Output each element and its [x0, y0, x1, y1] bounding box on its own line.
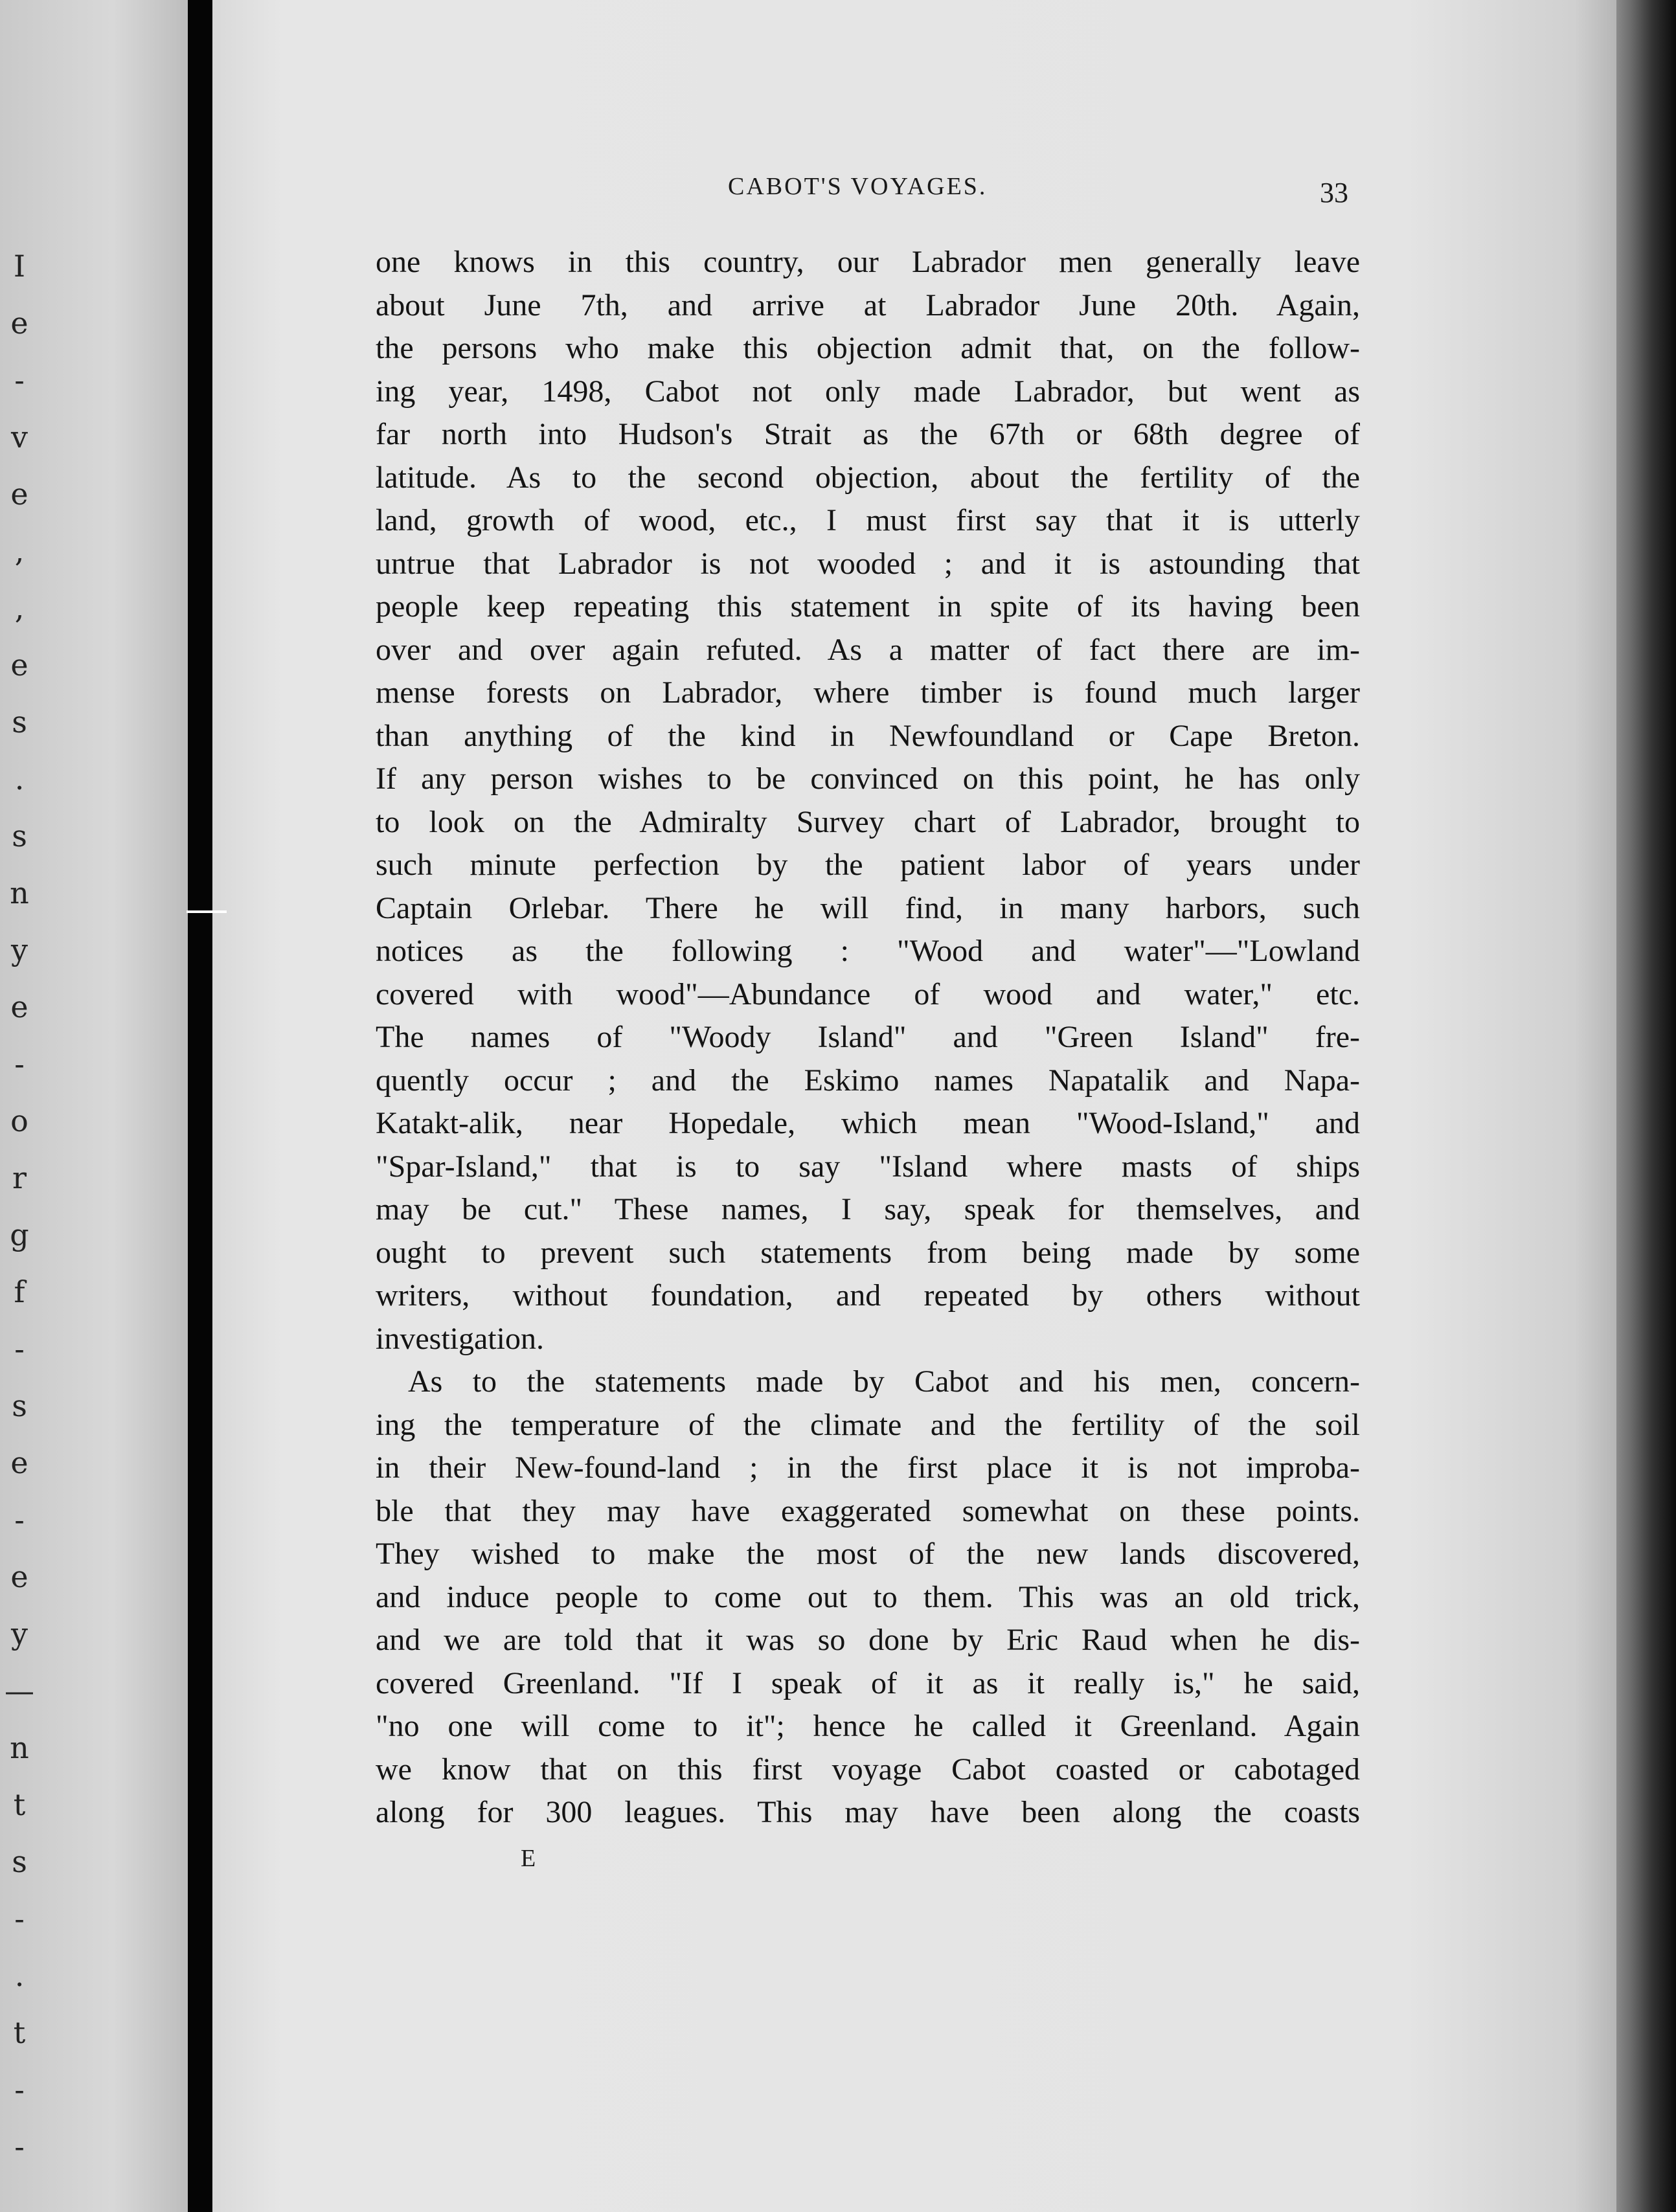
previous-page-letter: e: [10, 989, 28, 1024]
previous-page-letter: —: [5, 1673, 34, 1708]
previous-page-letter: -: [14, 363, 25, 398]
text-line: quently occur ; and the Eskimo names Napatalik and Napa-: [376, 1063, 1360, 1098]
text-line: in their New-found-land ; in the first place it is not improba-: [376, 1450, 1360, 1485]
book-gutter: [188, 0, 212, 2212]
previous-page-letter: s: [12, 1844, 27, 1879]
text-line: land, growth of wood, etc., I must first say that it is utterly: [376, 503, 1360, 537]
previous-page-letter: y: [11, 932, 28, 967]
text-line: ought to prevent such statements from being made by some: [376, 1235, 1360, 1270]
text-line: writers, without foundation, and repeated by others without: [376, 1278, 1360, 1313]
previous-page-letter: ,: [14, 591, 25, 626]
previous-page-letter: e: [10, 477, 28, 512]
previous-page-letter: r: [12, 1160, 27, 1195]
previous-page-letter: e: [10, 648, 28, 683]
text-line: They wished to make the most of the new lands discovered,: [376, 1537, 1360, 1571]
text-line: about June 7th, and arrive at Labrador June 20th. Again,: [376, 288, 1360, 322]
previous-page-letter: e: [10, 1445, 28, 1480]
text-line: The names of "Woody Island" and "Green Island" fre-: [376, 1020, 1360, 1054]
previous-page-letter: -: [14, 1331, 25, 1366]
text-line: far north into Hudson's Strait as the 67th or 68th degree of: [376, 417, 1360, 451]
previous-page-letter: e: [10, 1559, 28, 1594]
previous-page-letter: .: [14, 1958, 25, 1993]
text-line: one knows in this country, our Labrador men generally leave: [376, 245, 1360, 279]
text-line: untrue that Labrador is not wooded ; and it is astounding that: [376, 546, 1360, 581]
text-line: and we are told that it was so done by Eric Raud when he dis-: [376, 1623, 1360, 1657]
page-number: 33: [1320, 177, 1348, 209]
text-line: along for 300 leagues. This may have been along the coasts: [376, 1795, 1360, 1829]
previous-page-letter: n: [10, 1730, 29, 1765]
text-line: "Spar-Island," that is to say "Island where masts of ships: [376, 1149, 1360, 1184]
previous-page-letter: .: [14, 762, 25, 796]
previous-page-letter: e: [10, 306, 28, 341]
previous-page-letter: t: [13, 2015, 26, 2050]
text-line: to look on the Admiralty Survey chart of Labrador, brought to: [376, 804, 1360, 839]
text-line: covered with wood"—Abundance of wood and water," etc.: [376, 976, 1360, 1011]
previous-page-letter: s: [12, 818, 27, 853]
previous-page-letter: -: [14, 2072, 25, 2107]
previous-page-letter: I: [13, 249, 26, 284]
previous-page-letter: t: [13, 1787, 26, 1822]
previous-page-letter: g: [10, 1217, 29, 1252]
running-head: CABOT'S VOYAGES.: [728, 173, 988, 200]
previous-page-letter: -: [14, 1046, 25, 1081]
text-line: than anything of the kind in Newfoundland or Cape Breton.: [376, 718, 1360, 753]
previous-page-letter: s: [12, 1388, 27, 1423]
text-line: Katakt-alik, near Hopedale, which mean "Wood-Island," and: [376, 1106, 1360, 1140]
previous-page-letter: ,: [14, 534, 25, 569]
signature-mark: E: [521, 1845, 536, 1872]
text-line: ing the temperature of the climate and the fertility of the soil: [376, 1407, 1360, 1442]
text-line: and induce people to come out to them. This was an old trick,: [376, 1579, 1360, 1614]
previous-page-letter: -: [14, 1901, 25, 1936]
text-line: such minute perfection by the patient labor of years under: [376, 848, 1360, 882]
text-line: may be cut." These names, I say, speak for themselves, and: [376, 1192, 1360, 1226]
previous-page-letter: -: [14, 1502, 25, 1537]
text-line: covered Greenland. "If I speak of it as it really is," he said,: [376, 1665, 1360, 1700]
scan-artifact: [187, 910, 227, 913]
text-line: the persons who make this objection admit that, on the follow-: [376, 331, 1360, 365]
text-line: ble that they may have exaggerated somewhat on these points.: [376, 1493, 1360, 1528]
previous-page-letter: s: [12, 705, 27, 739]
previous-page-letter: o: [10, 1103, 28, 1138]
text-line: we know that on this first voyage Cabot coasted or cabotaged: [376, 1752, 1360, 1787]
previous-page-edge: [0, 0, 188, 2212]
body-text: [376, 241, 1360, 1834]
previous-page-letter: v: [11, 420, 28, 455]
text-line: notices as the following : "Wood and water"—"Lowland: [376, 934, 1360, 968]
text-line: Captain Orlebar. There he will find, in many harbors, such: [376, 890, 1360, 925]
text-line: ing year, 1498, Cabot not only made Labrador, but went as: [376, 374, 1360, 409]
text-line: over and over again refuted. As a matter of fact there are im-: [376, 632, 1360, 667]
page-stack-edge: [1616, 0, 1676, 2212]
text-line: latitude. As to the second objection, about the fertility of the: [376, 460, 1360, 495]
text-line: If any person wishes to be convinced on this point, he has only: [376, 762, 1360, 796]
text-line: mense forests on Labrador, where timber is found much larger: [376, 675, 1360, 710]
previous-page-letter: n: [10, 875, 29, 910]
text-line: people keep repeating this statement in spite of its having been: [376, 589, 1360, 624]
previous-page-letter: f: [14, 1274, 25, 1309]
previous-page-letter: y: [11, 1616, 28, 1651]
previous-page-letter: -: [14, 2129, 25, 2164]
text-line: "no one will come to it"; hence he called it Greenland. Again: [376, 1709, 1360, 1743]
text-line: As to the statements made by Cabot and his men, concern-: [408, 1364, 1360, 1399]
text-line: investigation.: [376, 1321, 544, 1356]
